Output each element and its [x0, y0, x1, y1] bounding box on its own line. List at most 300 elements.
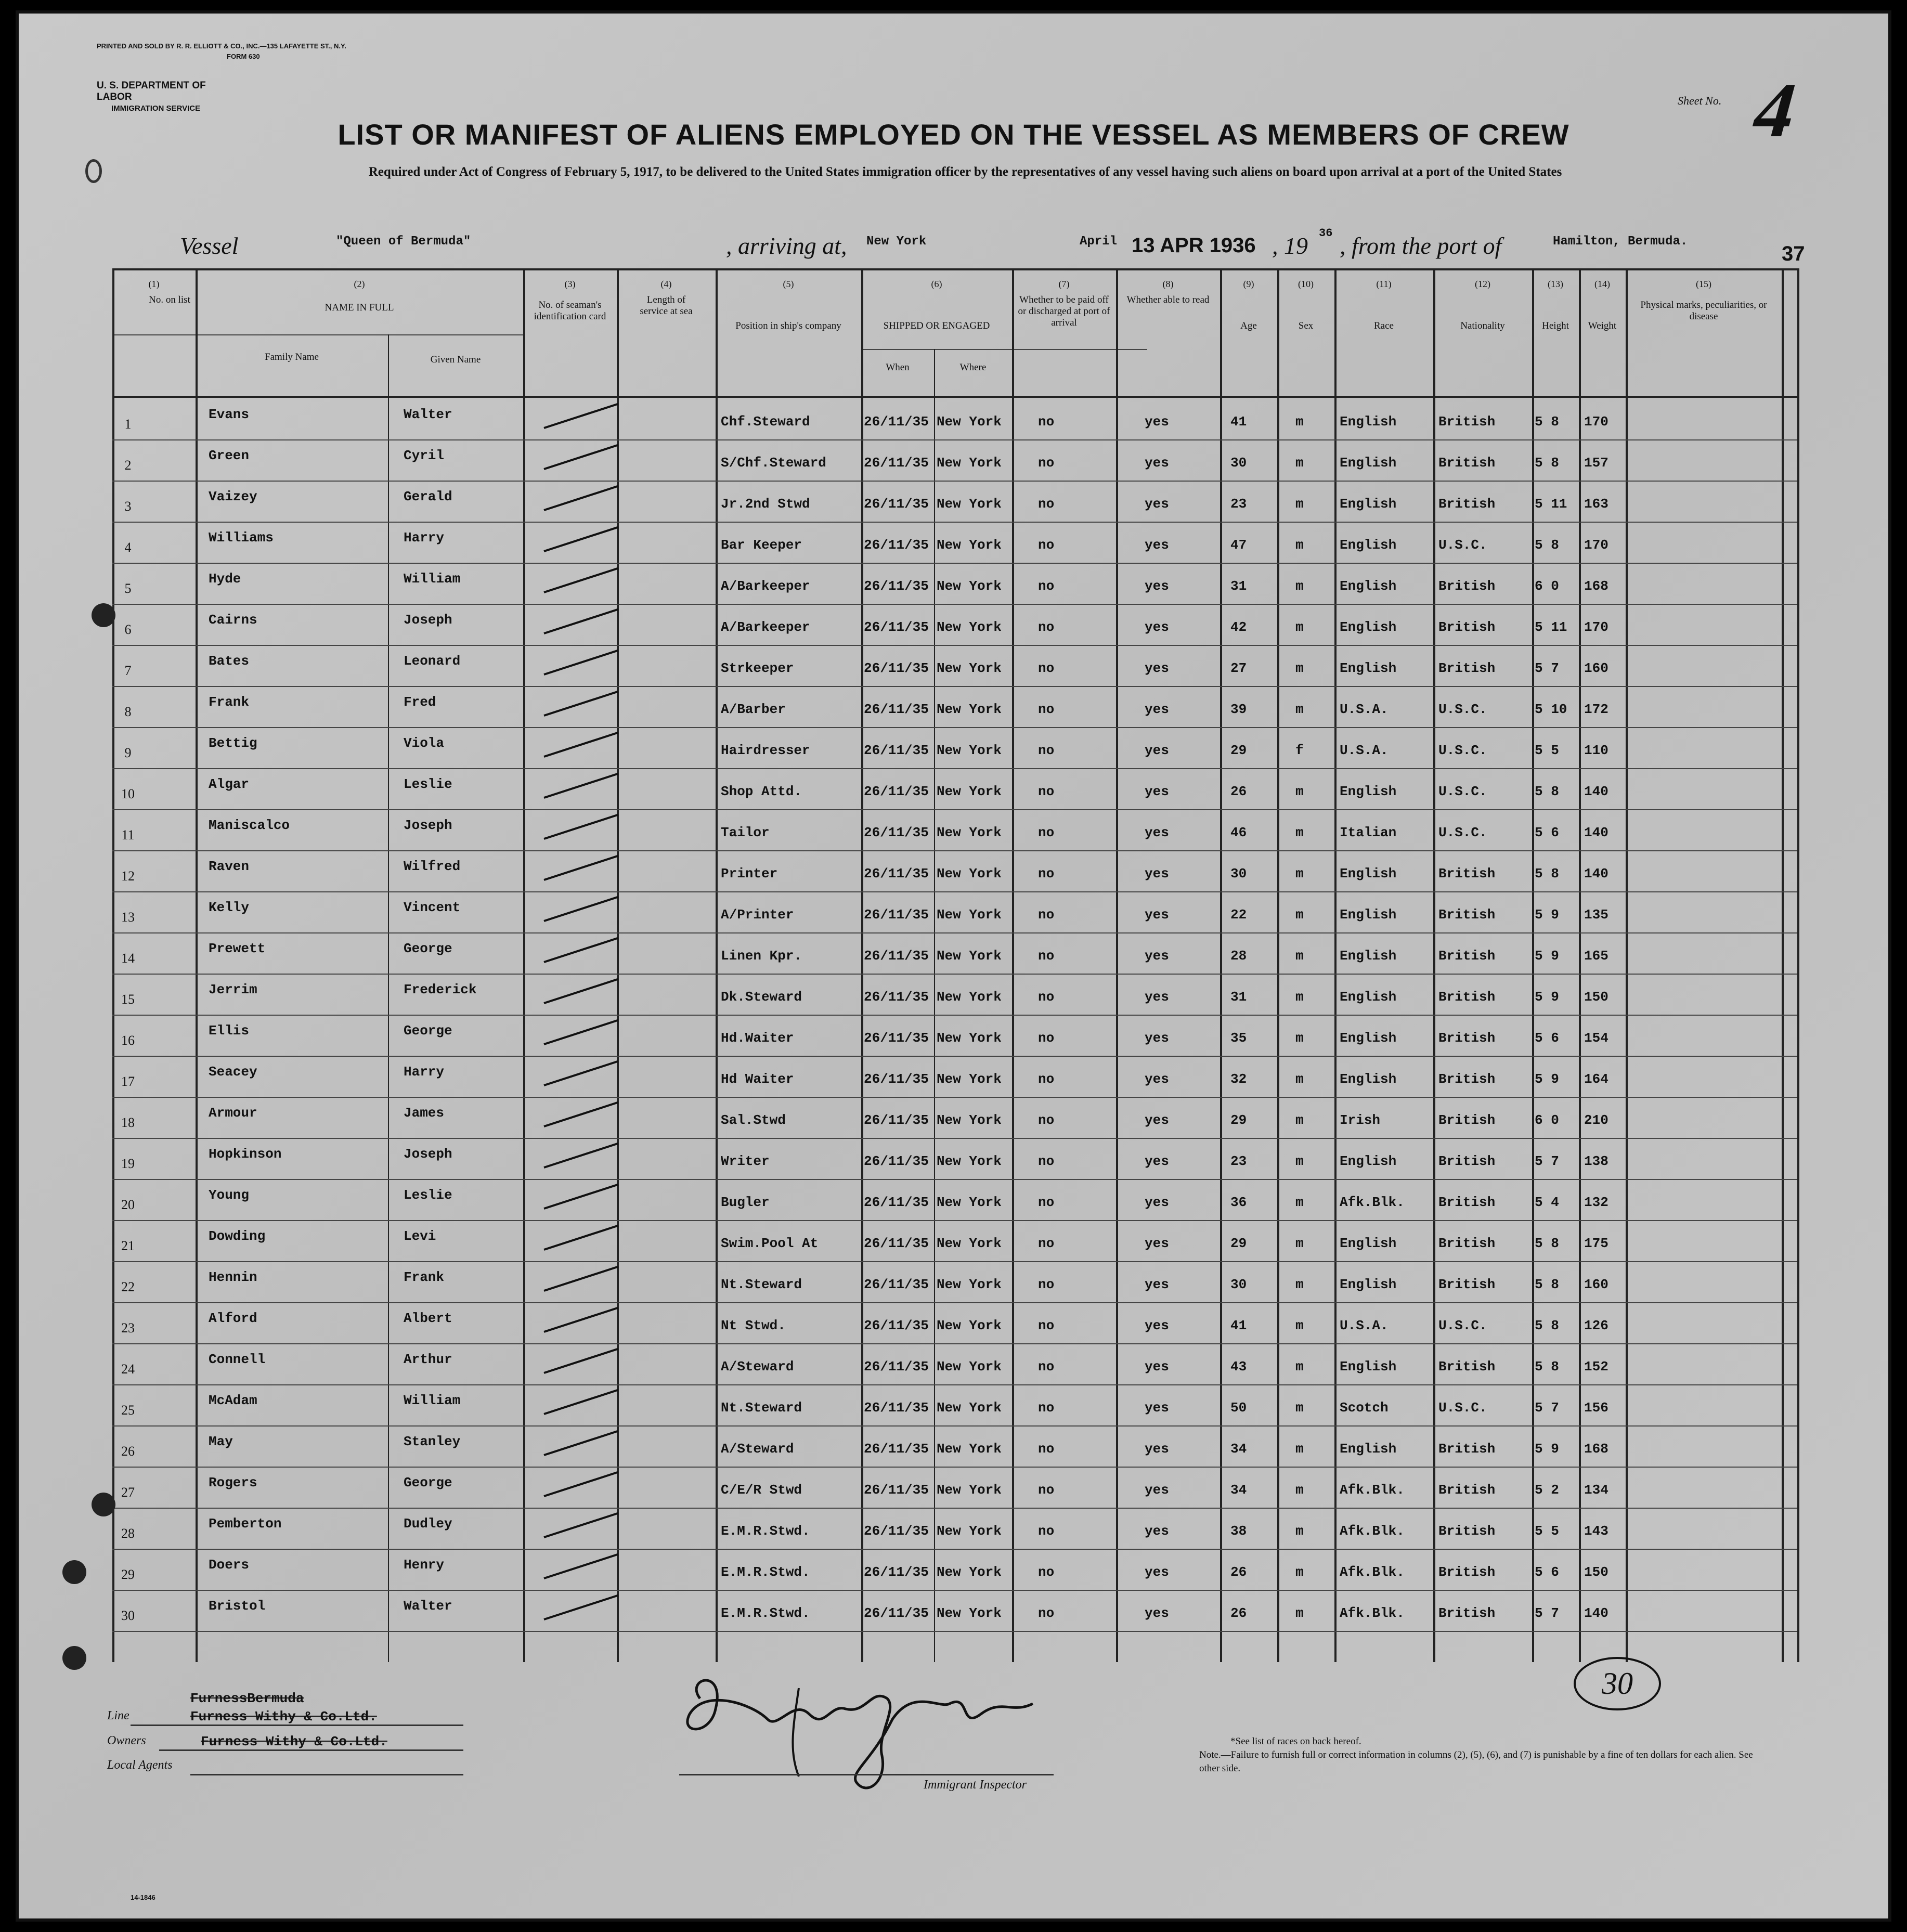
column-rule: [861, 268, 863, 1662]
row-number: 11: [121, 827, 135, 842]
col-num-8: (8): [1162, 279, 1174, 289]
cell-sex: m: [1295, 1441, 1304, 1457]
cell-family: Jerrim: [209, 982, 257, 997]
cell-position: A/Barkeeper: [721, 619, 810, 635]
cell-where: New York: [937, 455, 1002, 471]
cell-weight: 140: [1584, 825, 1608, 840]
row-rule: [112, 850, 1797, 851]
col-num-9: (9): [1243, 279, 1254, 289]
id-card-check-mark: [543, 1348, 618, 1374]
cell-position: A/Steward: [721, 1441, 794, 1457]
cell-height: 5 8: [1535, 537, 1559, 553]
row-number: 29: [121, 1567, 135, 1582]
cell-sex: m: [1295, 1564, 1304, 1580]
cell-position: Printer: [721, 866, 778, 881]
cell-weight: 156: [1584, 1400, 1608, 1416]
row-number: 12: [121, 868, 135, 884]
id-card-check-mark: [543, 526, 618, 552]
row-number: 9: [124, 745, 132, 760]
cell-position: A/Steward: [721, 1359, 794, 1375]
cell-race: English: [1340, 578, 1397, 594]
cell-weight: 138: [1584, 1153, 1608, 1169]
row-number: 23: [121, 1320, 135, 1335]
cell-when: 26/11/35: [864, 1236, 929, 1251]
cell-given: Viola: [404, 735, 445, 751]
cell-sex: m: [1295, 1359, 1304, 1375]
col-num-1: (1): [148, 279, 160, 289]
row-rule: [112, 768, 1797, 769]
cell-height: 5 8: [1535, 414, 1559, 430]
cell-read: yes: [1145, 1605, 1169, 1621]
cell-race: English: [1340, 1441, 1397, 1457]
cell-family: Alford: [209, 1311, 257, 1326]
cell-paid: no: [1038, 866, 1055, 881]
cell-height: 5 9: [1535, 1071, 1559, 1087]
cell-when: 26/11/35: [864, 1318, 929, 1333]
cell-given: Leslie: [404, 1187, 452, 1203]
cell-sex: f: [1295, 743, 1304, 758]
id-card-check-mark: [543, 896, 618, 922]
cell-weight: 140: [1584, 1605, 1608, 1621]
cell-where: New York: [937, 825, 1002, 840]
cell-when: 26/11/35: [864, 1195, 929, 1210]
cell-family: Williams: [209, 530, 274, 546]
cell-position: Shop Attd.: [721, 784, 802, 799]
cell-age: 30: [1230, 455, 1247, 471]
cell-where: New York: [937, 660, 1002, 676]
cell-race: Irish: [1340, 1112, 1381, 1128]
circle-mark-icon: [85, 159, 102, 183]
id-card-check-mark: [543, 444, 618, 470]
cell-paid: no: [1038, 1195, 1055, 1210]
id-card-check-mark: [543, 1184, 618, 1210]
cell-family: Hyde: [209, 571, 241, 587]
cell-sex: m: [1295, 414, 1304, 430]
cell-when: 26/11/35: [864, 1564, 929, 1580]
cell-sex: m: [1295, 578, 1304, 594]
punch-hole: [62, 1560, 86, 1584]
cell-weight: 126: [1584, 1318, 1608, 1333]
row-rule: [112, 1343, 1797, 1344]
cell-position: Bar Keeper: [721, 537, 802, 553]
cell-sex: m: [1295, 1318, 1304, 1333]
row-number: 2: [124, 458, 132, 473]
row-rule: [112, 1138, 1797, 1139]
head-no-on-list: No. on list: [149, 294, 190, 305]
cell-where: New York: [937, 496, 1002, 512]
cell-position: Sal.Stwd: [721, 1112, 786, 1128]
cell-position: Writer: [721, 1153, 770, 1169]
cell-nat: British: [1438, 989, 1496, 1005]
cell-where: New York: [937, 1523, 1002, 1539]
crew-table: [112, 268, 1797, 1662]
cell-nat: British: [1438, 619, 1496, 635]
cell-given: Walter: [404, 1598, 452, 1614]
cell-height: 5 2: [1535, 1482, 1559, 1498]
cell-position: A/Printer: [721, 907, 794, 923]
row-rule: [112, 563, 1797, 564]
cell-height: 5 5: [1535, 743, 1559, 758]
id-card-check-mark: [543, 608, 618, 634]
column-rule: [617, 268, 619, 1662]
cell-family: Prewett: [209, 941, 266, 956]
column-rule: [1334, 268, 1337, 1662]
cell-position: Linen Kpr.: [721, 948, 802, 964]
cell-given: Wilfred: [404, 859, 461, 874]
line-label: Line: [107, 1709, 129, 1722]
cell-nat: British: [1438, 578, 1496, 594]
cell-weight: 160: [1584, 660, 1608, 676]
cell-when: 26/11/35: [864, 537, 929, 553]
cell-weight: 163: [1584, 496, 1608, 512]
id-card-check-mark: [543, 567, 618, 593]
cell-nat: British: [1438, 1153, 1496, 1169]
owners-label: Owners: [107, 1734, 146, 1747]
id-card-check-mark: [543, 485, 618, 511]
cell-weight: 168: [1584, 578, 1608, 594]
cell-height: 5 6: [1535, 1564, 1559, 1580]
cell-given: Fred: [404, 694, 436, 710]
row-number: 14: [121, 951, 135, 966]
cell-paid: no: [1038, 907, 1055, 923]
punch-hole: [92, 1493, 115, 1516]
cell-where: New York: [937, 1441, 1002, 1457]
cell-height: 5 10: [1535, 702, 1567, 717]
cell-sex: m: [1295, 1605, 1304, 1621]
id-card-check-mark: [543, 1471, 618, 1497]
row-number: 3: [124, 499, 132, 514]
cell-race: Afk.Blk.: [1340, 1523, 1405, 1539]
cell-given: George: [404, 1475, 452, 1490]
cell-age: 22: [1230, 907, 1247, 923]
cell-nat: British: [1438, 1523, 1496, 1539]
cell-given: Leonard: [404, 653, 461, 669]
cell-race: English: [1340, 989, 1397, 1005]
head-weight: Weight: [1588, 320, 1617, 331]
cell-when: 26/11/35: [864, 702, 929, 717]
row-rule: [112, 1425, 1797, 1427]
cell-where: New York: [937, 702, 1002, 717]
head-length-service: Length of service at sea: [640, 294, 693, 317]
cell-where: New York: [937, 537, 1002, 553]
cell-nat: British: [1438, 414, 1496, 430]
cell-position: Nt.Steward: [721, 1277, 802, 1292]
cell-when: 26/11/35: [864, 414, 929, 430]
cell-read: yes: [1145, 1318, 1169, 1333]
from-label: , from the port of: [1340, 232, 1502, 259]
cell-paid: no: [1038, 619, 1055, 635]
cell-where: New York: [937, 1318, 1002, 1333]
cell-family: Dowding: [209, 1228, 266, 1244]
cell-paid: no: [1038, 743, 1055, 758]
cell-race: English: [1340, 537, 1397, 553]
row-rule: [112, 1590, 1797, 1591]
cell-height: 5 11: [1535, 619, 1567, 635]
cell-race: English: [1340, 496, 1397, 512]
cell-weight: 157: [1584, 455, 1608, 471]
cell-read: yes: [1145, 537, 1169, 553]
cell-family: Connell: [209, 1352, 266, 1367]
row-rule: [112, 1508, 1797, 1509]
cell-nat: British: [1438, 660, 1496, 676]
cell-family: Kelly: [209, 900, 250, 915]
cell-weight: 154: [1584, 1030, 1608, 1046]
agents-underline: [190, 1774, 463, 1775]
cell-weight: 134: [1584, 1482, 1608, 1498]
table-top-border: [112, 268, 1797, 270]
cell-paid: no: [1038, 660, 1055, 676]
cell-where: New York: [937, 1112, 1002, 1128]
id-card-check-mark: [543, 1019, 618, 1045]
cell-position: Nt.Steward: [721, 1400, 802, 1416]
cell-sex: m: [1295, 1195, 1304, 1210]
cell-sex: m: [1295, 1400, 1304, 1416]
cell-read: yes: [1145, 1112, 1169, 1128]
cell-nat: British: [1438, 1071, 1496, 1087]
cell-paid: no: [1038, 1071, 1055, 1087]
row-rule: [112, 439, 1797, 440]
cell-position: Hd Waiter: [721, 1071, 794, 1087]
printer-imprint: PRINTED AND SOLD BY R. R. ELLIOTT & CO., INC.—135 LAFAYETTE ST., N.Y.: [97, 42, 346, 50]
cell-position: Dk.Steward: [721, 989, 802, 1005]
cell-when: 26/11/35: [864, 1523, 929, 1539]
cell-paid: no: [1038, 1236, 1055, 1251]
cell-when: 26/11/35: [864, 866, 929, 881]
cell-nat: U.S.C.: [1438, 825, 1487, 840]
note-races: *See list of races on back hereof.: [1230, 1736, 1361, 1747]
local-agents-label: Local Agents: [107, 1758, 173, 1772]
cell-given: Walter: [404, 407, 452, 422]
id-card-check-mark: [543, 732, 618, 758]
row-number: 6: [124, 622, 132, 637]
cell-given: Arthur: [404, 1352, 452, 1367]
cell-read: yes: [1145, 414, 1169, 430]
cell-weight: 135: [1584, 907, 1608, 923]
cell-position: E.M.R.Stwd.: [721, 1605, 810, 1621]
cell-paid: no: [1038, 1441, 1055, 1457]
department-name: U. S. DEPARTMENT OF LABOR: [97, 80, 206, 102]
cell-paid: no: [1038, 455, 1055, 471]
cell-age: 29: [1230, 743, 1247, 758]
cell-weight: 110: [1584, 743, 1608, 758]
head-when: When: [886, 362, 910, 373]
row-rule: [112, 481, 1797, 482]
cell-given: George: [404, 941, 452, 956]
cell-nat: British: [1438, 1482, 1496, 1498]
cell-family: Hopkinson: [209, 1146, 282, 1162]
cell-read: yes: [1145, 578, 1169, 594]
head-nationality: Nationality: [1460, 320, 1505, 331]
cell-family: May: [209, 1434, 233, 1449]
cell-read: yes: [1145, 743, 1169, 758]
cell-family: Green: [209, 448, 250, 463]
cell-sex: m: [1295, 907, 1304, 923]
cell-given: Dudley: [404, 1516, 452, 1532]
cell-when: 26/11/35: [864, 1071, 929, 1087]
cell-given: Joseph: [404, 1146, 452, 1162]
column-rule: [934, 349, 935, 1662]
row-number: 28: [121, 1526, 135, 1541]
cell-given: Harry: [404, 1064, 445, 1080]
row-number: 8: [124, 704, 132, 719]
inspector-underline: [679, 1774, 1054, 1775]
cell-sex: m: [1295, 1523, 1304, 1539]
row-rule: [112, 932, 1797, 933]
cell-nat: British: [1438, 1359, 1496, 1375]
cell-race: English: [1340, 907, 1397, 923]
cell-paid: no: [1038, 537, 1055, 553]
cell-family: McAdam: [209, 1393, 257, 1408]
cell-sex: m: [1295, 619, 1304, 635]
year-label: , 19: [1272, 232, 1308, 259]
cell-given: Albert: [404, 1311, 452, 1326]
cell-race: English: [1340, 1071, 1397, 1087]
cell-where: New York: [937, 414, 1002, 430]
head-height: Height: [1542, 320, 1569, 331]
cell-height: 5 9: [1535, 1441, 1559, 1457]
cell-sex: m: [1295, 660, 1304, 676]
cell-nat: British: [1438, 1564, 1496, 1580]
row-number: 16: [121, 1033, 135, 1048]
cell-where: New York: [937, 907, 1002, 923]
manifest-sheet: [16, 10, 1891, 1922]
cell-age: 46: [1230, 825, 1247, 840]
id-card-check-mark: [543, 1553, 618, 1579]
cell-height: 5 7: [1535, 1400, 1559, 1416]
head-position: Position in ship's company: [735, 320, 841, 331]
cell-height: 5 6: [1535, 1030, 1559, 1046]
cell-race: English: [1340, 948, 1397, 964]
col-num-2: (2): [354, 279, 365, 289]
cell-race: English: [1340, 660, 1397, 676]
cell-read: yes: [1145, 1523, 1169, 1539]
owners-value: Furness Withy & Co.Ltd.: [201, 1734, 387, 1749]
head-shipped: SHIPPED OR ENGAGED: [883, 320, 990, 331]
cell-age: 41: [1230, 414, 1247, 430]
cell-read: yes: [1145, 619, 1169, 635]
cell-when: 26/11/35: [864, 1441, 929, 1457]
cell-when: 26/11/35: [864, 743, 929, 758]
cell-height: 6 0: [1535, 1112, 1559, 1128]
row-number: 10: [121, 786, 135, 801]
column-rule: [1220, 268, 1222, 1662]
id-card-check-mark: [543, 855, 618, 881]
cell-age: 43: [1230, 1359, 1247, 1375]
cell-nat: U.S.C.: [1438, 1318, 1487, 1333]
cell-nat: British: [1438, 948, 1496, 964]
column-rule: [1579, 268, 1581, 1662]
col-num-14: (14): [1594, 279, 1610, 289]
cell-age: 26: [1230, 784, 1247, 799]
cell-race: Afk.Blk.: [1340, 1195, 1405, 1210]
cell-position: Hairdresser: [721, 743, 810, 758]
row-number: 7: [124, 663, 132, 678]
column-rule: [523, 268, 525, 1662]
row-rule: [112, 727, 1797, 728]
punch-hole: [62, 1646, 86, 1670]
cell-weight: 140: [1584, 784, 1608, 799]
cell-read: yes: [1145, 455, 1169, 471]
cell-read: yes: [1145, 989, 1169, 1005]
cell-age: 32: [1230, 1071, 1247, 1087]
cell-given: George: [404, 1023, 452, 1039]
cell-paid: no: [1038, 989, 1055, 1005]
cell-where: New York: [937, 948, 1002, 964]
cell-when: 26/11/35: [864, 784, 929, 799]
cell-where: New York: [937, 619, 1002, 635]
cell-given: William: [404, 571, 461, 587]
cell-paid: no: [1038, 1359, 1055, 1375]
cell-read: yes: [1145, 1030, 1169, 1046]
punch-hole: [92, 603, 115, 627]
cell-sex: m: [1295, 1236, 1304, 1251]
row-number: 19: [121, 1156, 135, 1171]
cell-age: 41: [1230, 1318, 1247, 1333]
cell-paid: no: [1038, 1400, 1055, 1416]
cell-given: James: [404, 1105, 445, 1121]
cell-read: yes: [1145, 825, 1169, 840]
row-number: 5: [124, 581, 132, 596]
col-num-6: (6): [931, 279, 942, 289]
cell-given: Frederick: [404, 982, 477, 997]
cell-age: 23: [1230, 1153, 1247, 1169]
cell-read: yes: [1145, 1564, 1169, 1580]
cell-race: U.S.A.: [1340, 1318, 1389, 1333]
cell-weight: 170: [1584, 414, 1608, 430]
cell-paid: no: [1038, 1482, 1055, 1498]
cell-age: 47: [1230, 537, 1247, 553]
cell-family: Cairns: [209, 612, 257, 628]
cell-weight: 170: [1584, 619, 1608, 635]
cell-where: New York: [937, 1153, 1002, 1169]
cell-family: Vaizey: [209, 489, 257, 504]
cell-when: 26/11/35: [864, 619, 929, 635]
cell-given: Stanley: [404, 1434, 461, 1449]
cell-race: English: [1340, 784, 1397, 799]
date-prefix: April: [1080, 235, 1118, 249]
column-rule: [388, 334, 389, 1662]
cell-race: English: [1340, 619, 1397, 635]
cell-sex: m: [1295, 496, 1304, 512]
cell-age: 35: [1230, 1030, 1247, 1046]
cell-sex: m: [1295, 1482, 1304, 1498]
id-card-check-mark: [543, 1101, 618, 1127]
cell-family: Algar: [209, 776, 250, 792]
row-number: 4: [124, 540, 132, 555]
cell-paid: no: [1038, 496, 1055, 512]
id-card-check-mark: [543, 1143, 618, 1169]
cell-race: U.S.A.: [1340, 743, 1389, 758]
vessel-label: Vessel: [180, 232, 239, 259]
cell-weight: 210: [1584, 1112, 1608, 1128]
cell-when: 26/11/35: [864, 496, 929, 512]
cell-position: Nt Stwd.: [721, 1318, 786, 1333]
cell-family: Maniscalco: [209, 818, 290, 833]
cell-position: Tailor: [721, 825, 770, 840]
row-rule: [112, 974, 1797, 975]
cell-family: Bates: [209, 653, 250, 669]
cell-paid: no: [1038, 1605, 1055, 1621]
cell-paid: no: [1038, 784, 1055, 799]
row-rule: [112, 1549, 1797, 1550]
cell-when: 26/11/35: [864, 1112, 929, 1128]
arriving-label: , arriving at,: [726, 232, 847, 259]
head-sex: Sex: [1298, 320, 1314, 331]
cell-when: 26/11/35: [864, 455, 929, 471]
head-id-card: No. of seaman's identification card: [534, 300, 606, 322]
date-stamp: 13 APR 1936: [1132, 234, 1256, 257]
form-code: 14-1846: [131, 1894, 155, 1901]
